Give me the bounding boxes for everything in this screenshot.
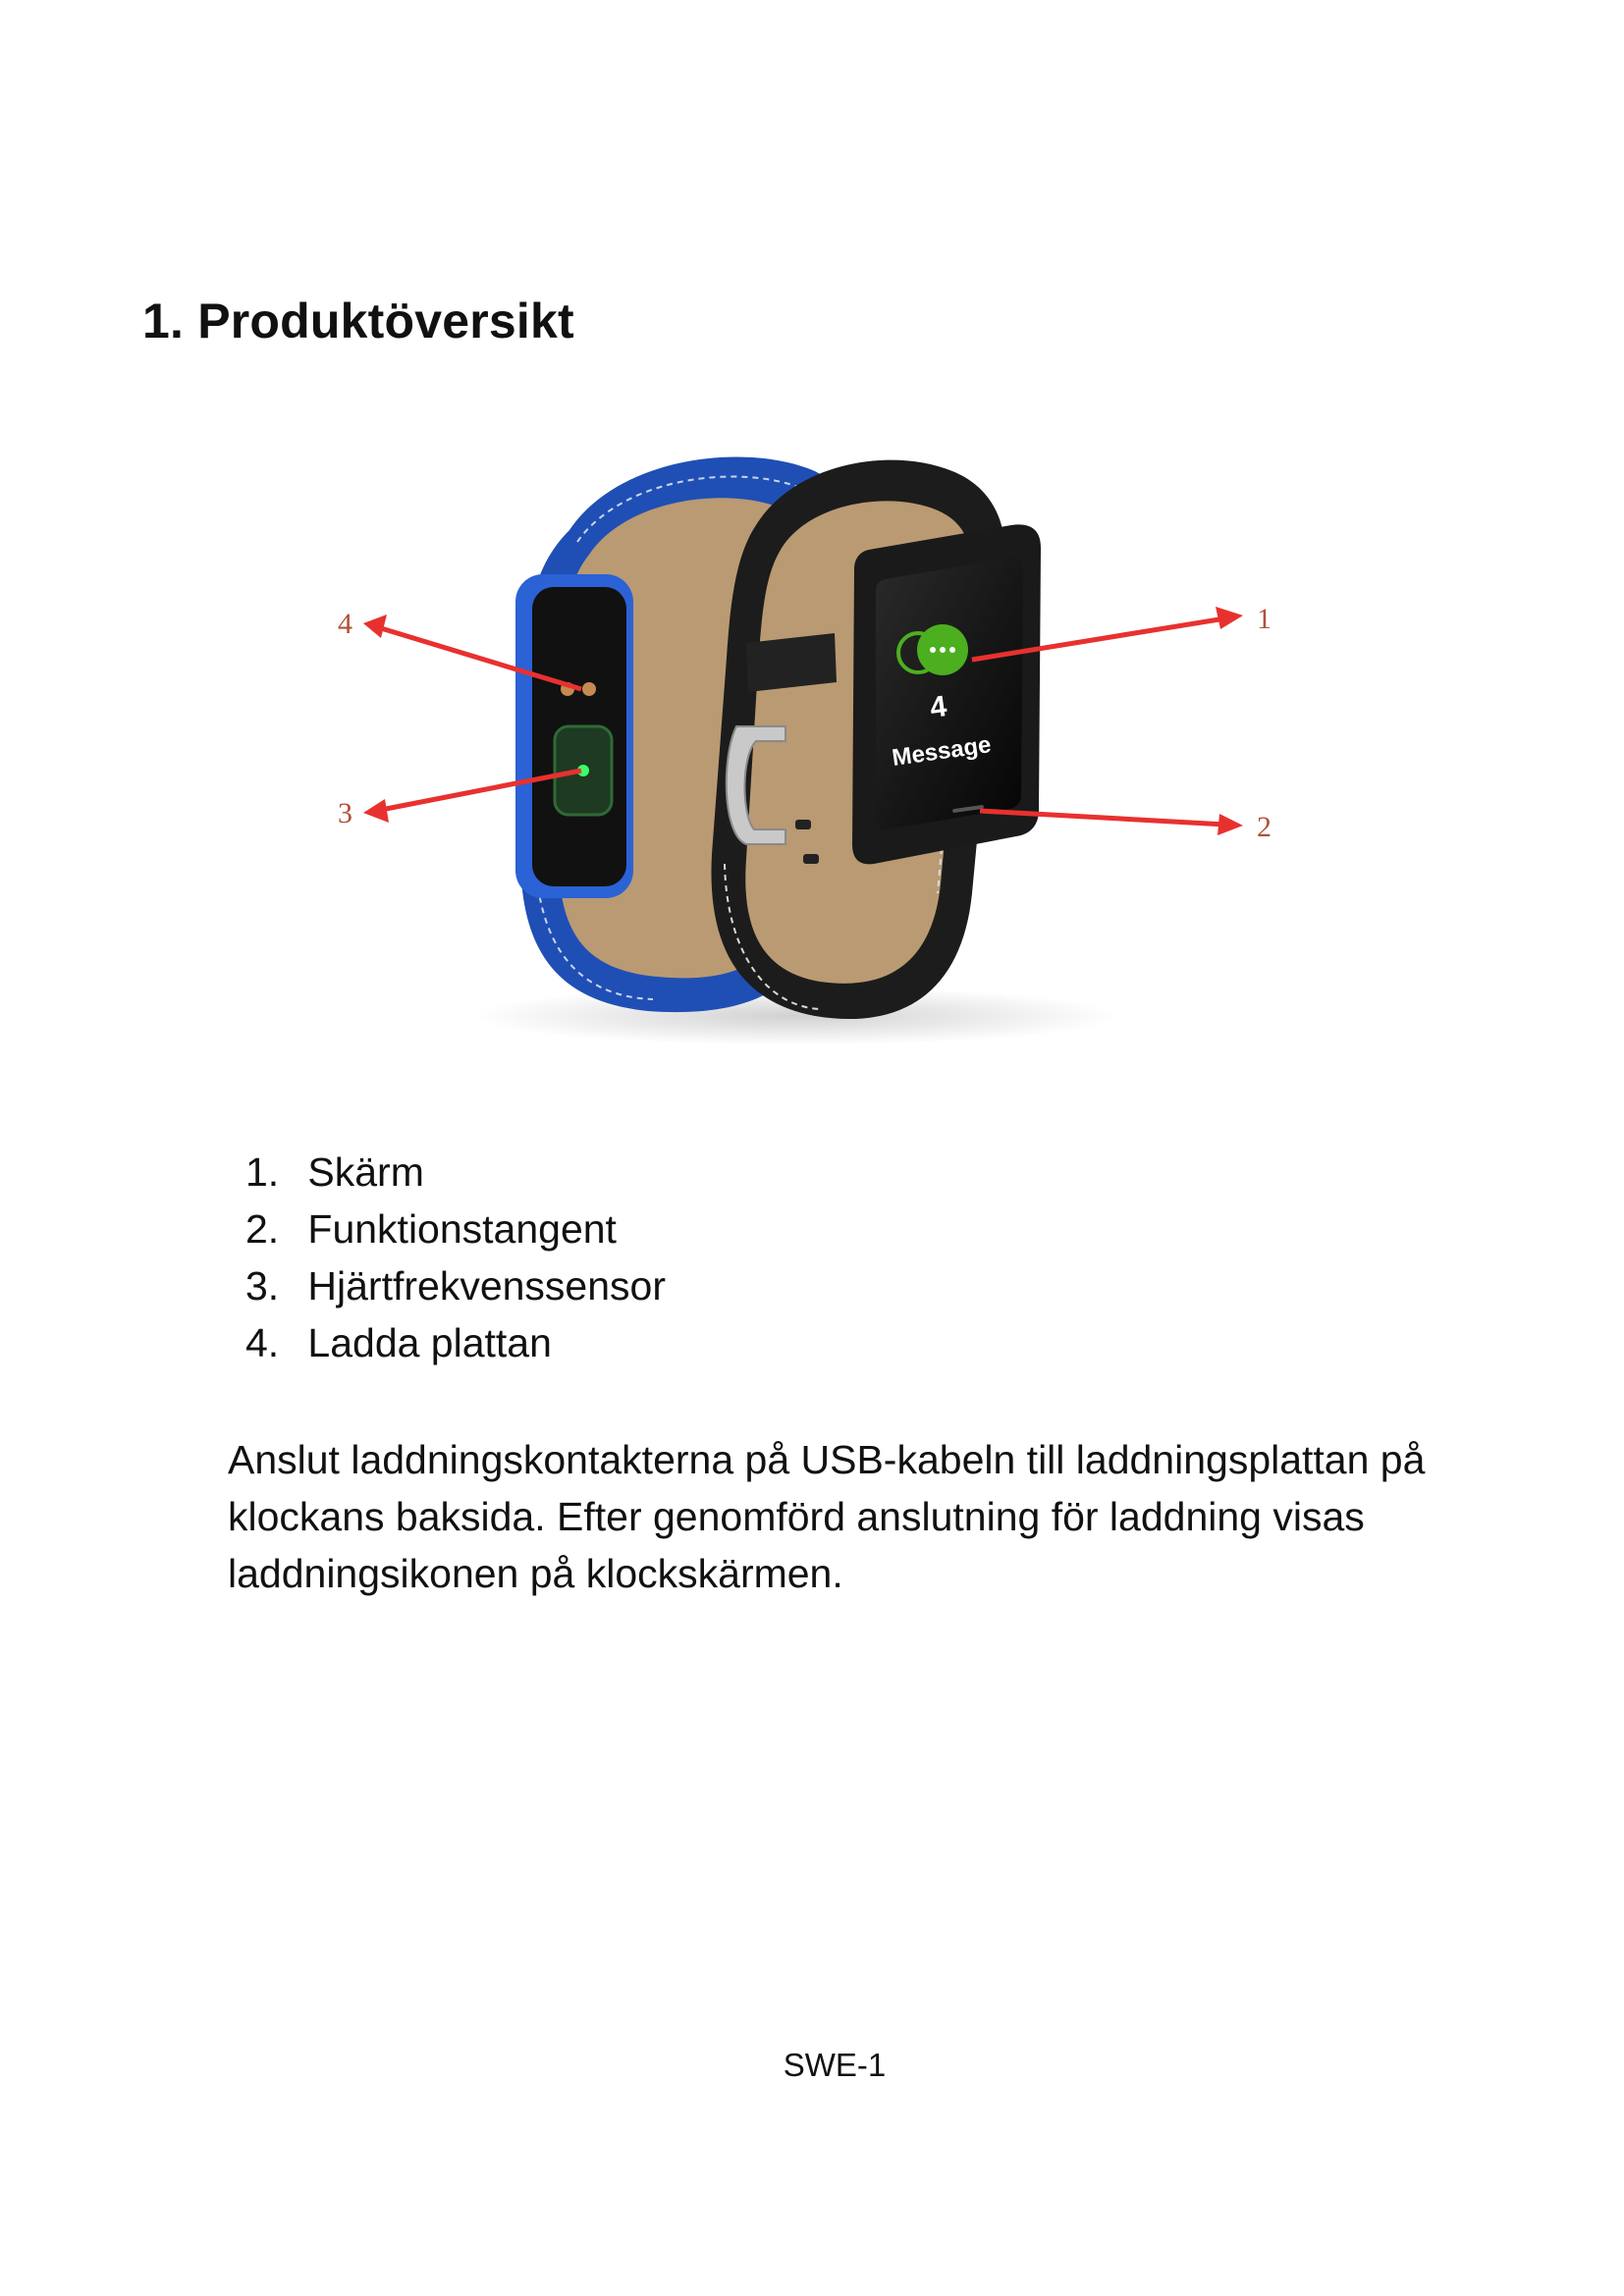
list-item-number: 1. xyxy=(245,1149,280,1195)
callout-number-1: 1 xyxy=(1257,603,1272,635)
list-item-number: 4. xyxy=(245,1320,280,1365)
list-item-number: 2. xyxy=(245,1206,280,1252)
list-item-number: 3. xyxy=(245,1263,280,1308)
list-item xyxy=(245,1201,666,1257)
charging-instruction: Anslut laddningskontakterna på USB-kabeln till laddningsplattan på klockans baksida. Efter genomförd anslutning för laddning visas laddningsikonen på klockskärmen. xyxy=(228,1437,1426,1596)
parts-list xyxy=(245,1144,666,1371)
black-strap-watch xyxy=(711,460,1041,1019)
list-item xyxy=(245,1314,666,1371)
product-illustration xyxy=(324,432,1306,1060)
screen-message-label: Message xyxy=(890,731,994,772)
callout-number-3: 3 xyxy=(338,797,352,829)
list-item xyxy=(245,1144,666,1201)
list-item-label: Ladda plattan xyxy=(307,1320,552,1365)
list-item-label: Skärm xyxy=(307,1149,424,1195)
list-item-label: Funktionstangent xyxy=(307,1206,617,1252)
section-heading: 1. Produktöversikt xyxy=(142,294,574,348)
callout-number-4: 4 xyxy=(338,608,352,640)
page-number: SWE-1 xyxy=(783,2047,887,2083)
screen-message-count: 4 xyxy=(928,690,949,725)
callout-number-2: 2 xyxy=(1257,811,1272,843)
list-item-label: Hjärtfrekvenssensor xyxy=(307,1263,666,1308)
charging-pin xyxy=(582,682,596,696)
list-item xyxy=(245,1257,666,1314)
